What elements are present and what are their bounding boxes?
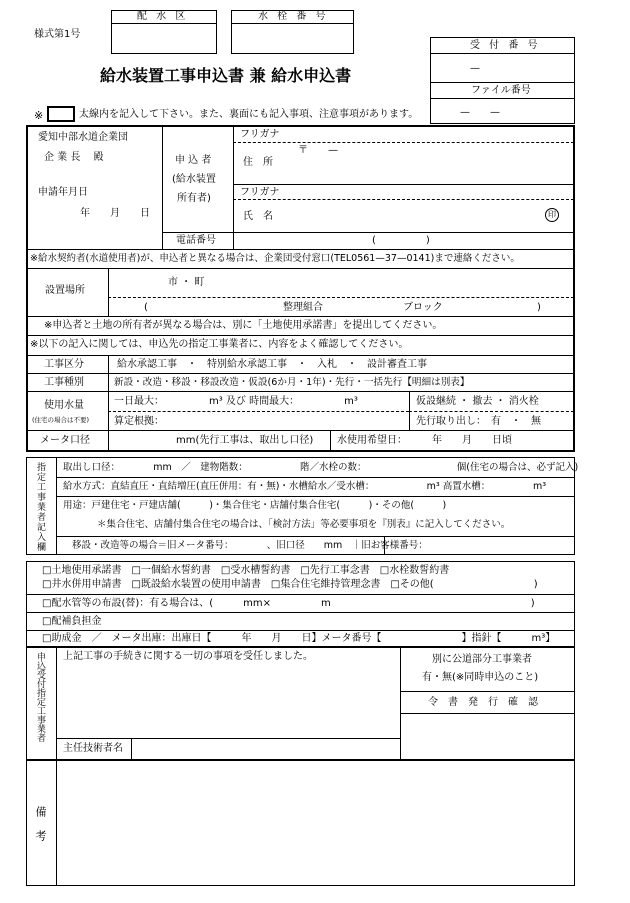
address-label: 住 所	[243, 157, 273, 168]
s3-cost[interactable]: □配補負担金	[42, 616, 102, 627]
contractor-side-label: 指定工事業者記入欄	[35, 462, 45, 552]
tel-paren: ( )	[372, 235, 430, 246]
acceptance-statement: 上記工事の手続きに関する一切の事項を受任しました。	[63, 651, 313, 662]
work-kind-label: 工事種別	[44, 377, 84, 388]
site-label: 設置場所	[45, 285, 85, 296]
suisen-label: 水 栓 番 号	[258, 11, 329, 22]
public-work-1: 別に公道部分工事業者	[432, 654, 532, 665]
instruction-mark: ※	[34, 109, 44, 122]
s3-check1[interactable]: □土地使用承諾書 □一個給水誓約書 □受水槽誓約書 □先行工事念書 □水栓数誓約書	[42, 565, 450, 576]
meter-date: 水使用希望日： 年 月 日頃	[337, 435, 512, 446]
file-value: — —	[460, 107, 500, 118]
work-type-value: 給水承認工事 ・ 特別給水承認工事 ・ 入札 ・ 設計審査工事	[117, 359, 427, 370]
contract-note: ※給水契約者(水道使用者)が、申込者と異なる場合は、企業団受付窓口(TEL0561—37—0141)まで連絡ください。	[30, 253, 520, 264]
usage-basis: 算定根拠：	[114, 416, 164, 427]
file-label: ファイル番号	[471, 85, 531, 96]
s3-pipe[interactable]: □配水管等の布設(替)：有る場合は、( mm× m )	[42, 598, 535, 609]
s2-line4: ＊集合住宅、店舗付集合住宅の場合は、「検討方法」等必要事項を『別表』に記入してください。	[97, 519, 511, 530]
apply-date-label: 申請年月日	[38, 187, 88, 198]
site-city: 市 ・ 町	[168, 277, 205, 288]
usage-daily: 一日最大： m³ 及び 時間最大： m³	[114, 396, 358, 407]
s2-line1: 取出し口径： mm ／ 建物階数： 階／水栓の数： 個(住宅の場合は、必ず記入)	[63, 462, 579, 473]
s3-check2[interactable]: □井水併用申請書 □既設給水装置の使用申請書 □集合住宅維持管理念書 □その他( )	[42, 579, 538, 590]
work-type-label: 工事区分	[44, 359, 84, 370]
s2-line2: 給水方式：直結直圧・直結増圧(直圧併用：有・無)・水槽給水／受水槽： m³ 高置水槽： m³	[63, 481, 547, 492]
order-confirm: 令 書 発 行 確 認	[428, 697, 538, 708]
bold-frame-sample	[47, 106, 75, 122]
receipt-label: 受 付 番 号	[470, 40, 541, 51]
work-kind-value: 新設・改造・移設・移設改造・仮設(6か月・1年)・先行・一括先行【明細は別表】	[114, 377, 470, 388]
apply-date-value: 年 月 日	[80, 208, 150, 219]
usage-advance: 先行取り出し： 有 ・ 無	[416, 416, 541, 427]
haisui-label: 配 水 区	[137, 11, 189, 22]
postal-mark: 〒 —	[298, 145, 338, 156]
chief-title: 企 業 長 殿	[44, 152, 104, 163]
s3-subsidy[interactable]: □助成金 ／ メータ出庫：出庫日【 年 月 日】メータ番号【 】指針【 m³】	[42, 633, 556, 644]
page-title: 給水装置工事申込書 兼 給水申込書	[100, 66, 352, 85]
instruction-text: 太線内を記入して下さい。また、裏面にも記入事項、注意事項があります。	[79, 109, 419, 120]
name-label: 氏 名	[243, 211, 273, 222]
applicant-role-3: 所有者)	[177, 193, 211, 204]
applicant-role-2: (給水装置	[172, 174, 216, 185]
site-block: ブロック	[403, 302, 443, 313]
site-paren-close: )	[537, 302, 541, 313]
furigana-label-2: フリガナ	[240, 187, 280, 198]
meter-value: mm(先行工事は、取出し口径)	[176, 435, 314, 446]
seal-mark: 印	[545, 208, 559, 222]
remarks-label: 備 考	[34, 806, 47, 842]
meter-label: メータ口径	[40, 435, 90, 446]
s2-line3: 用途：戸建住宅・戸建店舗( )・集合住宅・店舗付集合住宅( )・その他( )	[63, 500, 447, 511]
land-note: ※申込者と土地の所有者が異なる場合は、別に「土地使用承諾書」を提出してください。	[44, 320, 443, 331]
remarks-section	[26, 760, 575, 886]
below-note: ※以下の記入に関しては、申込先の指定工事業者に、内容をよく確認してください。	[30, 339, 409, 350]
usage-temp: 仮設継続 ・ 撤去 ・ 消火栓	[416, 396, 539, 407]
chief-engineer-label: 主任技術者名	[63, 743, 123, 754]
s2-line5: 移設・改造等の場合＝旧メータ番号： 、旧口径 mm ｜旧お客様番号：	[72, 540, 428, 551]
furigana-label-1: フリガナ	[240, 129, 280, 140]
usage-label: 使用水量	[44, 400, 84, 411]
applicant-role-1: 申 込 者	[175, 155, 212, 166]
tel-label: 電話番号	[176, 235, 216, 246]
site-paren-open: (	[144, 302, 148, 313]
org-name: 愛知中部水道企業団	[38, 132, 128, 143]
site-seiri: 整理組合	[283, 302, 323, 313]
form-number: 様式第1号	[34, 29, 81, 40]
acceptance-side-label: 申込受付指定工事業者	[35, 652, 45, 742]
usage-sub: (住宅の場合は不要)	[32, 416, 90, 424]
receipt-value: —	[470, 63, 480, 74]
public-work-2: 有・無(※同時申込のこと)	[422, 672, 539, 683]
